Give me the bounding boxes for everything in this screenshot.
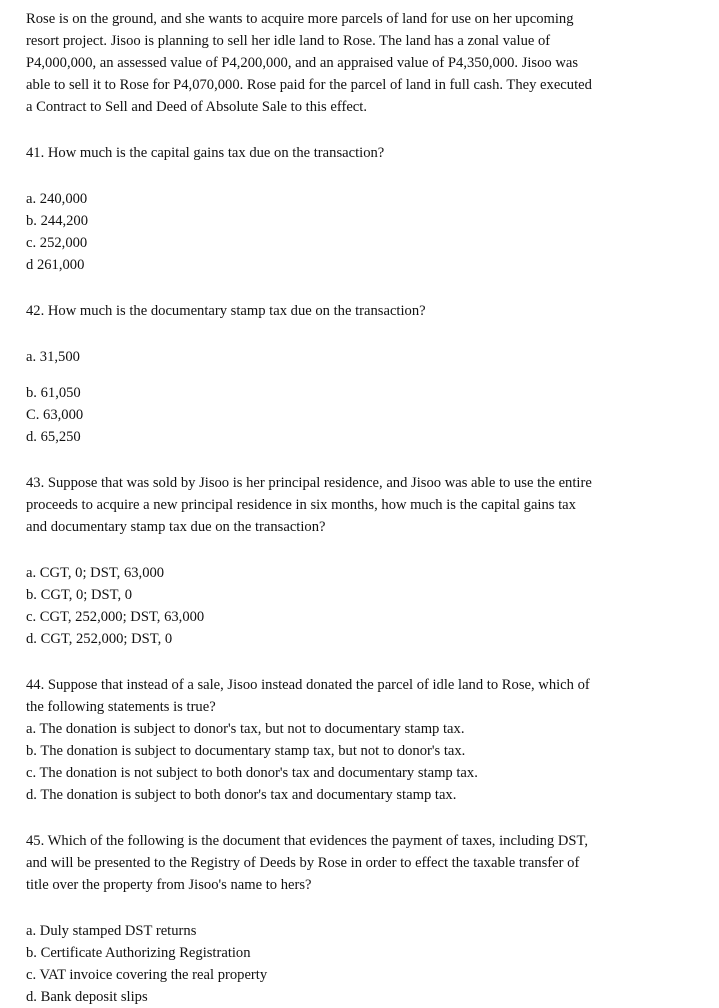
choice-a: a. 240,000 [26,191,88,207]
intro-line: Rose is on the ground, and she wants to acquire more parcels of land for use on her upcoming [26,11,574,27]
question-41 [26,142,696,276]
intro-line: resort project. Jisoo is planning to sell her idle land to Rose. The land has a zonal value of [26,33,551,49]
choice-d: d. 65,250 [26,429,81,445]
question-text: 45. Which of the following is the document that evidences the payment of taxes, including DST, [26,833,589,849]
choice-a: a. The donation is subject to donor's tax, but not to documentary stamp tax. [26,721,465,737]
intro-paragraph [26,8,696,118]
question-43 [26,472,696,650]
question-text: 41. How much is the capital gains tax due on the transaction? [26,145,385,161]
question-text: 44. Suppose that instead of a sale, Jisoo instead donated the parcel of idle land to Rose, which of [26,677,590,693]
question-text: title over the property from Jisoo's name to hers? [26,877,312,893]
question-text: proceeds to acquire a new principal residence in six months, how much is the capital gains tax [26,497,576,513]
choice-c: c. CGT, 252,000; DST, 63,000 [26,609,205,625]
choice-a: a. CGT, 0; DST, 63,000 [26,565,165,581]
choice-c: c. The donation is not subject to both donor's tax and documentary stamp tax. [26,765,478,781]
choice-c: c. VAT invoice covering the real property [26,967,268,983]
question-45 [26,830,696,1008]
question-text: the following statements is true? [26,699,216,715]
choice-b: b. Certificate Authorizing Registration [26,945,251,961]
choice-b: b. 244,200 [26,213,89,229]
question-text: and documentary stamp tax due on the transaction? [26,519,326,535]
choice-d: d. CGT, 252,000; DST, 0 [26,631,173,647]
choice-b: b. 61,050 [26,385,81,401]
question-42 [26,300,696,448]
choice-d: d. The donation is subject to both donor's tax and documentary stamp tax. [26,787,457,803]
choice-b: b. The donation is subject to documentary stamp tax, but not to donor's tax. [26,743,466,759]
intro-line: a Contract to Sell and Deed of Absolute Sale to this effect. [26,99,367,115]
choice-b: b. CGT, 0; DST, 0 [26,587,133,603]
question-44 [26,674,696,806]
question-text: 42. How much is the documentary stamp tax due on the transaction? [26,303,426,319]
choice-d: d. Bank deposit slips [26,989,148,1005]
choice-c: c. 252,000 [26,235,88,251]
question-text: and will be presented to the Registry of Deeds by Rose in order to effect the taxable transfer of [26,855,580,871]
intro-line: P4,000,000, an assessed value of P4,200,000, and an appraised value of P4,350,000. Jisoo was [26,55,579,71]
choice-c: C. 63,000 [26,407,84,423]
question-text: 43. Suppose that was sold by Jisoo is her principal residence, and Jisoo was able to use the entire [26,475,592,491]
document-page [26,8,696,1008]
choice-a: a. 31,500 [26,349,80,365]
intro-line: able to sell it to Rose for P4,070,000. Rose paid for the parcel of land in full cash. They executed [26,77,592,93]
choice-d: d 261,000 [26,257,85,273]
choice-a: a. Duly stamped DST returns [26,923,197,939]
